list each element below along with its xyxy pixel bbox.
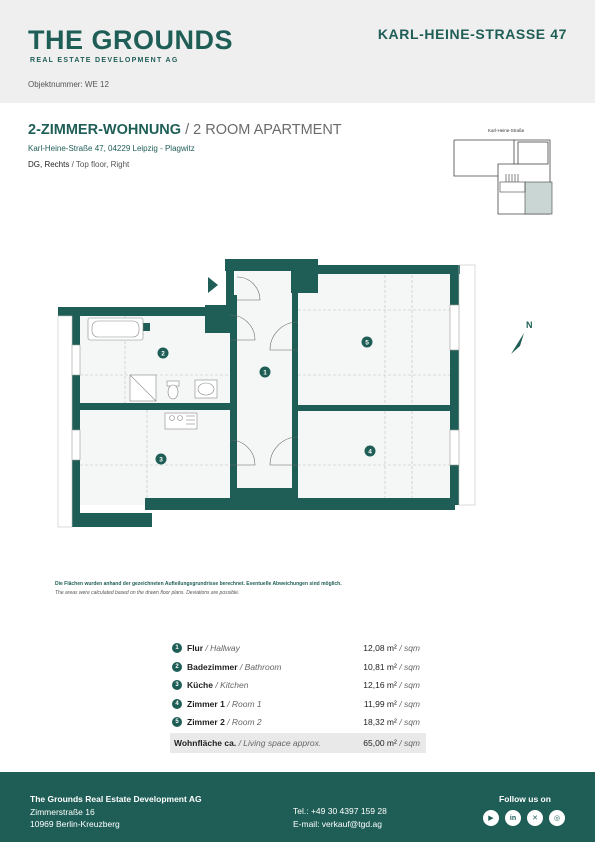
room-name-separator: / bbox=[237, 661, 245, 672]
floor-plan bbox=[50, 255, 550, 540]
room-name-de: Zimmer 1 bbox=[187, 698, 225, 709]
key-plan-landing bbox=[500, 182, 525, 192]
logo-subtitle: REAL ESTATE DEVELOPMENT AG bbox=[30, 57, 179, 64]
room-label bbox=[187, 717, 262, 727]
room-marker-5 bbox=[362, 337, 373, 348]
room-marker-2 bbox=[158, 348, 169, 359]
total-area-separator: / bbox=[396, 737, 404, 748]
room-area-value: 12,08 m² bbox=[363, 643, 397, 653]
project-street-title: KARL-HEINE-STRASSE 47 bbox=[377, 26, 567, 42]
room-label bbox=[187, 699, 262, 709]
washbasin-icon bbox=[195, 380, 217, 398]
svg-text:1: 1 bbox=[263, 369, 267, 377]
room-name-de: Zimmer 2 bbox=[187, 717, 225, 727]
room-row bbox=[170, 659, 426, 678]
room-row bbox=[170, 714, 426, 733]
room-area-unit: sqm bbox=[403, 680, 420, 690]
room-area-separator: / bbox=[396, 680, 404, 690]
room-name-en: Room 2 bbox=[231, 717, 262, 727]
logo-wordmark: THE GROUNDS bbox=[28, 25, 234, 55]
room-area bbox=[364, 699, 420, 709]
room-area-unit: sqm bbox=[403, 717, 420, 727]
footer bbox=[0, 772, 595, 842]
room-label bbox=[187, 680, 248, 690]
room-row bbox=[170, 696, 426, 715]
social-links bbox=[483, 810, 565, 826]
total-label-separator: / bbox=[236, 737, 244, 748]
entry-arrow-icon bbox=[208, 277, 218, 293]
bathtub-icon bbox=[88, 318, 143, 340]
room-area bbox=[363, 662, 420, 672]
total-label-de: Wohnfläche ca. bbox=[174, 737, 237, 748]
footer-phone[interactable]: Tel.: +49 30 4397 159 28 bbox=[293, 806, 387, 816]
room-area-unit: sqm bbox=[403, 661, 420, 672]
total-label bbox=[174, 738, 321, 748]
footer-city: 10969 Berlin-Kreuzberg bbox=[30, 819, 120, 829]
room-name-separator: / bbox=[224, 717, 232, 727]
room-number-badge: 4 bbox=[172, 699, 182, 709]
total-living-space-row bbox=[170, 733, 426, 753]
room-area bbox=[363, 717, 420, 727]
apartment-title bbox=[28, 122, 342, 138]
apartment-title-en: 2 ROOM APARTMENT bbox=[193, 122, 342, 138]
room-area-separator: / bbox=[396, 661, 404, 672]
area-notes bbox=[55, 580, 342, 598]
room-name-separator: / bbox=[224, 698, 232, 709]
room-marker-1 bbox=[260, 367, 271, 378]
floor-separator: / bbox=[69, 160, 76, 169]
room-marker-4 bbox=[365, 446, 376, 457]
footer-street: Zimmerstraße 16 bbox=[30, 807, 95, 817]
north-label: N bbox=[526, 320, 533, 330]
room-name-en: Hallway bbox=[210, 643, 240, 653]
room-area-value: 18,32 m² bbox=[363, 717, 397, 727]
kitchen-stove-icon bbox=[165, 413, 197, 429]
apartment-floor bbox=[28, 160, 129, 169]
xing-icon[interactable]: ✕ bbox=[527, 810, 543, 826]
footer-email[interactable]: E-mail: verkauf@tgd.ag bbox=[293, 819, 382, 829]
room-area-unit: sqm bbox=[403, 698, 420, 709]
room-area bbox=[363, 680, 420, 690]
room-number-badge: 5 bbox=[172, 717, 182, 727]
youtube-icon[interactable]: ▶ bbox=[483, 810, 499, 826]
area-note-en: The areas were calculated based on the drawn floor plans. Deviations are possible. bbox=[55, 590, 240, 596]
room-marker-3 bbox=[156, 454, 167, 465]
room-area-table bbox=[170, 640, 426, 753]
room-name-separator: / bbox=[212, 680, 221, 690]
key-plan-stairs bbox=[506, 174, 518, 182]
total-area-value: 65,00 m² bbox=[363, 737, 397, 748]
instagram-icon[interactable]: ◎ bbox=[549, 810, 565, 826]
room-name-en: Kitchen bbox=[220, 680, 249, 690]
room-row bbox=[170, 677, 426, 696]
room-name-en: Room 1 bbox=[231, 698, 262, 709]
room-area-separator: / bbox=[396, 698, 404, 709]
svg-text:3: 3 bbox=[159, 456, 163, 464]
key-plan-street-label: Karl-Heine-Straße bbox=[488, 128, 525, 133]
room-label bbox=[187, 662, 282, 672]
footer-company: The Grounds Real Estate Development AG bbox=[30, 794, 202, 804]
area-note-de: Die Flächen wurden anhand der gezeichneten Aufteilungsgrundrisse berechnet. Eventuelle Abweichungen sind möglich. bbox=[55, 581, 342, 587]
room-area-value: 12,16 m² bbox=[363, 680, 397, 690]
key-plan bbox=[450, 124, 562, 216]
svg-text:2: 2 bbox=[161, 350, 165, 358]
apartment-address: Karl-Heine-Straße 47, 04229 Leipzig - Plagwitz bbox=[28, 144, 195, 153]
room-number-badge: 3 bbox=[172, 680, 182, 690]
key-plan-unit-highlight bbox=[525, 182, 552, 214]
svg-text:5: 5 bbox=[365, 339, 369, 347]
floor-plan-east-area bbox=[293, 273, 458, 498]
apartment-title-de: 2-ZIMMER-WOHNUNG bbox=[28, 122, 182, 138]
room-name-en: Bathroom bbox=[244, 661, 282, 672]
room-row bbox=[170, 640, 426, 659]
room-name-separator: / bbox=[203, 643, 211, 653]
linkedin-icon[interactable]: in bbox=[505, 810, 521, 826]
shower-icon bbox=[130, 375, 156, 401]
room-area-separator: / bbox=[396, 643, 404, 653]
object-number: Objektnummer: WE 12 bbox=[28, 80, 109, 89]
room-area-unit: sqm bbox=[403, 643, 420, 653]
total-area bbox=[363, 738, 420, 748]
header-band bbox=[0, 0, 595, 103]
apartment-title-separator: / bbox=[181, 122, 194, 138]
room-area-separator: / bbox=[396, 717, 404, 727]
north-arrow-icon bbox=[511, 320, 533, 354]
svg-text:4: 4 bbox=[368, 448, 372, 456]
floor-plan-hallway-area bbox=[235, 265, 295, 495]
room-label bbox=[187, 643, 240, 653]
floor-en: Top floor, Right bbox=[75, 160, 130, 169]
total-label-en: Living space approx. bbox=[243, 737, 322, 748]
floor-de: DG, Rechts bbox=[28, 160, 70, 169]
room-area bbox=[363, 643, 420, 653]
toilet-icon bbox=[167, 381, 179, 399]
room-area-value: 10,81 m² bbox=[363, 661, 397, 672]
room-name-de: Badezimmer bbox=[187, 661, 238, 672]
total-area-unit: sqm bbox=[403, 737, 420, 748]
room-area-value: 11,99 m² bbox=[363, 698, 397, 709]
room-name-de: Flur bbox=[187, 643, 204, 653]
follow-us-label: Follow us on bbox=[499, 794, 551, 804]
room-number-badge: 2 bbox=[172, 662, 182, 672]
room-name-de: Küche bbox=[187, 680, 213, 690]
room-number-badge: 1 bbox=[172, 643, 182, 653]
